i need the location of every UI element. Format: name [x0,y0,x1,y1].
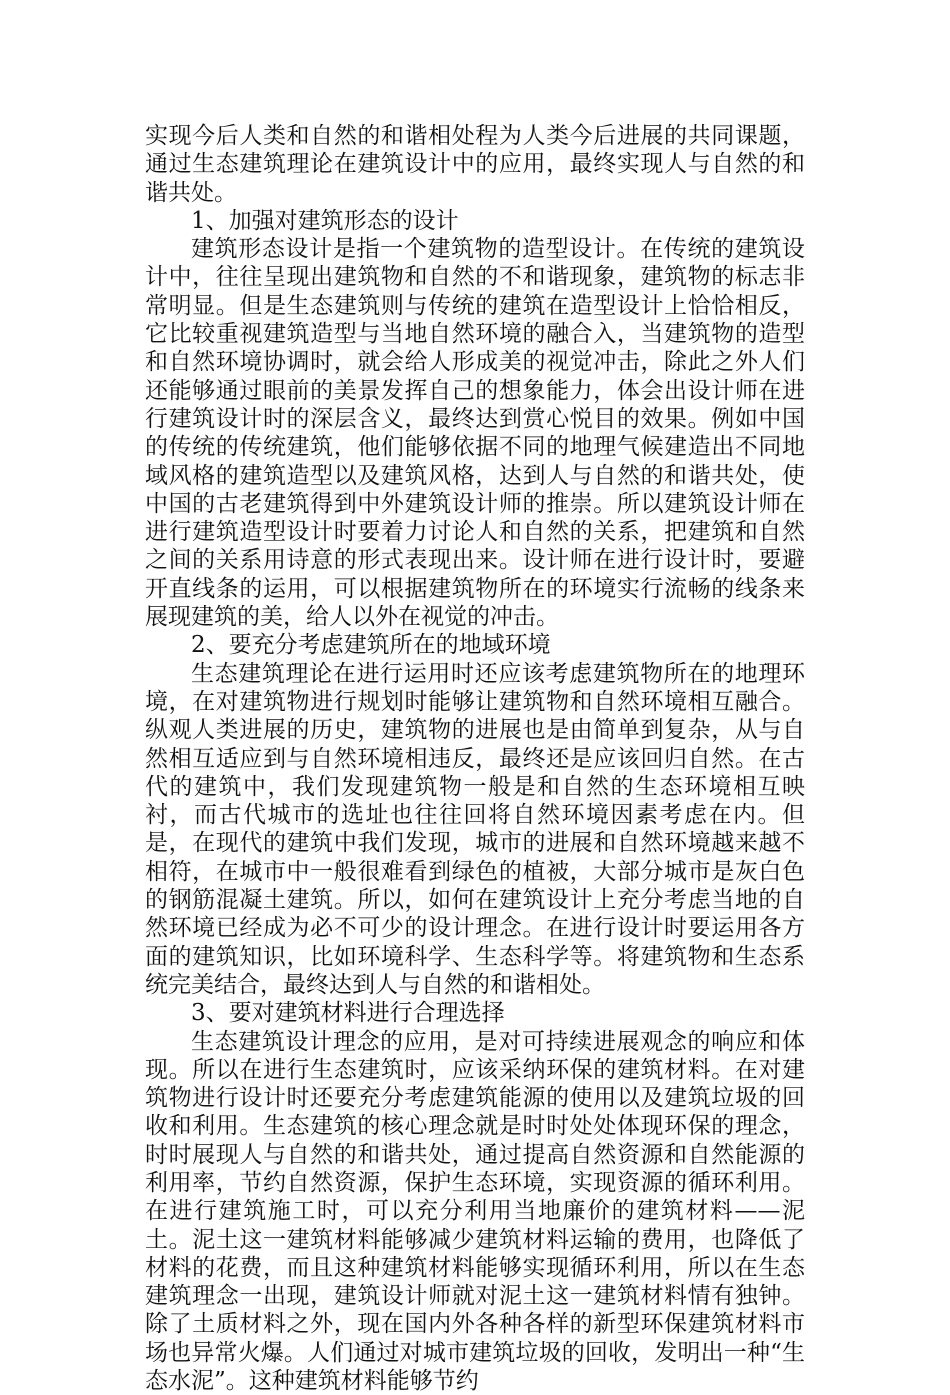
section-3-heading: 3、要对建筑材料进行合理选择 [145,999,805,1027]
section-1-paragraph: 建筑形态设计是指一个建筑物的造型设计。在传统的建筑设计中，往往呈现出建筑物和自然的不和谐现象，建筑物的标志非常明显。但是生态建筑则与传统的建筑在造型设计上恰恰相反，它比较重视建筑造型与当地自然环境的融合入，当建筑物的造型和自然环境协调时，就会给人形成美的视觉冲击，除此之外人们还能够通过眼前的美景发挥自己的想象能力，体会出设计师在进行建筑设计时的深层含义，最终达到赏心悦目的效果。例如中国的传统的传统建筑，他们能够依据不同的地理气候建造出不同地域风格的建筑造型以及建筑风格，达到人与自然的和谐共处，使中国的古老建筑得到中外建筑设计师的推崇。所以建筑设计师在进行建筑造型设计时要着力讨论人和自然的关系，把建筑和自然之间的关系用诗意的形式表现出来。设计师在进行设计时，要避开直线条的运用，可以根据建筑物所在的环境实行流畅的线条来展现建筑的美，给人以外在视觉的冲击。 [145,235,805,631]
section-3-paragraph: 生态建筑设计理念的应用，是对可持续进展观念的响应和体现。所以在进行生态建筑时，应该采纳环保的建筑材料。在对建筑物进行设计时还要充分考虑建筑能源的使用以及建筑垃圾的回收和利用。生态建筑的核心理念就是时时处处体现环保的理念，时时展现人与自然的和谐共处，通过提高自然资源和自然能源的利用率，节约自然资源，保护生态环境，实现资源的循环利用。在进行建筑施工时，可以充分利用当地廉价的建筑材料——泥土。泥土这一建筑材料能够减少建筑材料运输的费用，也降低了材料的花费，而且这种建筑材料能够实现循环利用，所以在生态建筑理念一出现，建筑设计师就对泥土这一建筑材料情有独钟。除了土质材料之外，现在国内外各种各样的新型环保建筑材料市场也异常火爆。人们通过对城市建筑垃圾的回收，发明出一种“生态水泥”。这种建筑材料能够节约 [145,1028,805,1395]
section-1-heading: 1、加强对建筑形态的设计 [145,207,805,235]
section-2-heading: 2、要充分考虑建筑所在的地域环境 [145,631,805,659]
document-body [145,122,805,1395]
section-2-paragraph: 生态建筑理论在进行运用时还应该考虑建筑物所在的地理环境，在对建筑物进行规划时能够让建筑物和自然环境相互融合。纵观人类进展的历史，建筑物的进展也是由简单到复杂，从与自然相互适应到与自然环境相违反，最终还是应该回归自然。在古代的建筑中，我们发现建筑物一般是和自然的生态环境相互映衬，而古代城市的选址也往往回将自然环境因素考虑在内。但是，在现代的建筑中我们发现，城市的进展和自然环境越来越不相符，在城市中一般很难看到绿色的植被，大部分城市是灰白色的钢筋混凝土建筑。所以，如何在建筑设计上充分考虑当地的自然环境已经成为必不可少的设计理念。在进行设计时要运用各方面的建筑知识，比如环境科学、生态科学等。将建筑物和生态系统完美结合，最终达到人与自然的和谐相处。 [145,660,805,1000]
intro-paragraph: 实现今后人类和自然的和谐相处程为人类今后进展的共同课题，通过生态建筑理论在建筑设计中的应用，最终实现人与自然的和谐共处。 [145,122,805,207]
